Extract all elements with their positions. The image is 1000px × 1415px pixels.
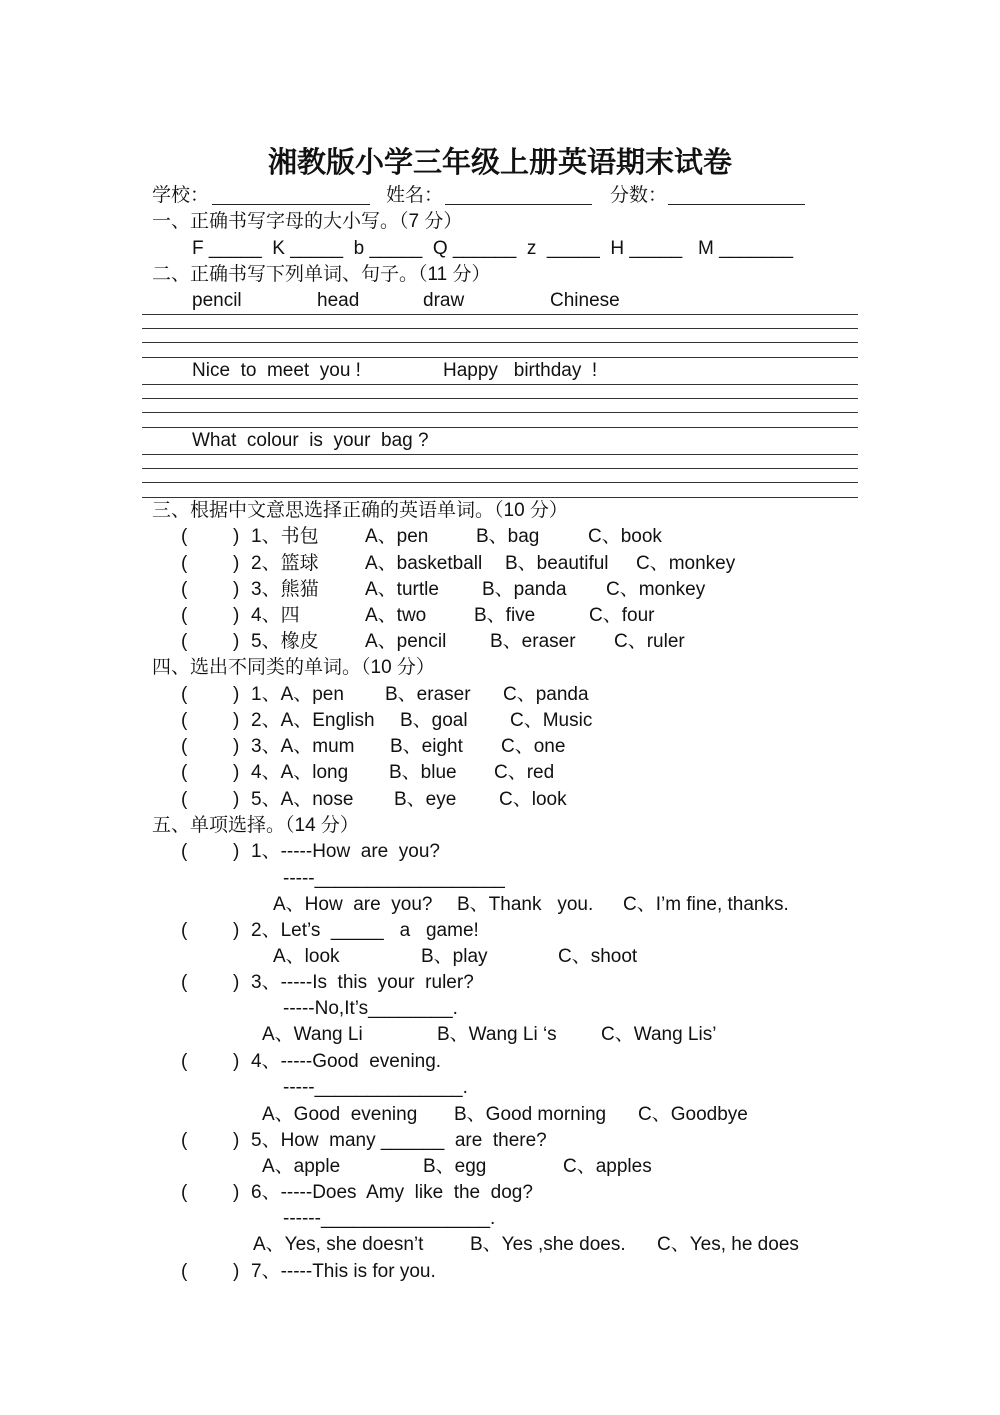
score-field[interactable] (668, 204, 805, 205)
option-b: B、Yes ,she does. (470, 1234, 626, 1255)
answer-paren-close[interactable]: ) (233, 684, 240, 705)
answer-paren-open[interactable]: ( (181, 526, 188, 547)
answer-paren-open[interactable]: ( (181, 736, 188, 757)
option-c: C、Yes, he does (657, 1234, 799, 1255)
answer-paren-open[interactable]: ( (181, 579, 188, 600)
page-title: 湘教版小学三年级上册英语期末试卷 (267, 145, 732, 179)
option-c: C、one (501, 736, 566, 757)
school-field[interactable] (212, 204, 370, 205)
question: 1、书包 (251, 526, 319, 547)
option-c: C、monkey (636, 553, 736, 574)
option-a: A、two (365, 605, 427, 626)
answer-paren-open[interactable]: ( (181, 710, 188, 731)
option-a: A、pencil (365, 631, 447, 652)
answer-paren-open[interactable]: ( (181, 1130, 188, 1151)
writing-line (142, 412, 858, 413)
word: head (317, 290, 360, 311)
option-a: A、Wang Li (262, 1024, 363, 1045)
writing-line (142, 398, 858, 399)
option-b: B、goal (400, 710, 468, 731)
option-c: C、panda (503, 684, 589, 705)
score-label: 分数： (610, 185, 668, 206)
question: 2、Let’s _____ a game! (251, 920, 479, 941)
option-c: C、look (499, 789, 567, 810)
option-a: A、apple (262, 1156, 341, 1177)
answer-paren-open[interactable]: ( (181, 605, 188, 626)
question: 5、How many ______ are there? (251, 1130, 547, 1151)
sentence: Happy birthday ! (443, 360, 598, 381)
word: draw (423, 290, 465, 311)
option-a: A、basketball (365, 553, 483, 574)
answer-paren-close[interactable]: ) (233, 762, 240, 783)
option-a: A、Yes, she doesn’t (253, 1234, 424, 1255)
writing-line (142, 454, 858, 455)
option-b: B、Wang Li ‘s (437, 1024, 557, 1045)
answer-paren-close[interactable]: ) (233, 841, 240, 862)
writing-line (142, 482, 858, 483)
sentence: Nice to meet you ! (192, 360, 361, 381)
letters-row: F _____ K _____ b _____ Q ______ z _____ H _____ M _______ (192, 238, 794, 259)
question: 1、-----How are you? (251, 841, 440, 862)
answer-paren-open[interactable]: ( (181, 553, 188, 574)
answer-paren-close[interactable]: ) (233, 631, 240, 652)
option-a: 2、A、English (251, 710, 375, 731)
word: pencil (192, 290, 242, 311)
option-c: C、red (494, 762, 555, 783)
answer-paren-close[interactable]: ) (233, 1261, 240, 1282)
answer-blank[interactable]: -----No,It’s________. (283, 998, 458, 1019)
option-c: C、I’m fine, thanks. (623, 894, 789, 915)
answer-paren-close[interactable]: ) (233, 1182, 240, 1203)
answer-paren-open[interactable]: ( (181, 1182, 188, 1203)
answer-paren-open[interactable]: ( (181, 789, 188, 810)
option-b: B、beautiful (505, 553, 609, 574)
option-a: A、pen (365, 526, 429, 547)
answer-paren-close[interactable]: ) (233, 1130, 240, 1151)
answer-paren-close[interactable]: ) (233, 553, 240, 574)
section-5-heading: 五、单项选择。（14 分） (152, 815, 359, 836)
answer-paren-close[interactable]: ) (233, 736, 240, 757)
writing-line (142, 342, 858, 343)
sentence: What colour is your bag ? (192, 430, 429, 451)
option-b: B、play (421, 946, 488, 967)
option-b: B、eye (394, 789, 457, 810)
question: 6、-----Does Amy like the dog? (251, 1182, 533, 1203)
option-a: 5、A、nose (251, 789, 354, 810)
answer-paren-open[interactable]: ( (181, 1051, 188, 1072)
option-a: A、look (273, 946, 340, 967)
answer-paren-open[interactable]: ( (181, 920, 188, 941)
option-c: C、Music (510, 710, 593, 731)
option-a: A、turtle (365, 579, 439, 600)
name-label: 姓名： (386, 185, 444, 206)
option-c: C、four (589, 605, 655, 626)
option-b: B、blue (389, 762, 457, 783)
answer-blank[interactable]: -----__________________ (283, 868, 505, 889)
answer-paren-open[interactable]: ( (181, 631, 188, 652)
option-c: C、shoot (558, 946, 638, 967)
answer-paren-open[interactable]: ( (181, 972, 188, 993)
answer-paren-open[interactable]: ( (181, 1261, 188, 1282)
option-a: 4、A、long (251, 762, 349, 783)
answer-paren-open[interactable]: ( (181, 684, 188, 705)
option-b: B、bag (476, 526, 540, 547)
option-b: B、Good morning (454, 1104, 607, 1125)
option-c: C、Goodbye (638, 1104, 748, 1125)
option-c: C、monkey (606, 579, 706, 600)
word: Chinese (550, 290, 620, 311)
section-4-heading: 四、选出不同类的单词。（10 分） (152, 657, 435, 678)
section-2-heading: 二、正确书写下列单词、句子。（11 分） (152, 264, 491, 285)
question: 2、篮球 (251, 553, 319, 574)
answer-paren-close[interactable]: ) (233, 710, 240, 731)
school-label: 学校： (152, 185, 210, 206)
option-a: 3、A、mum (251, 736, 355, 757)
option-b: B、egg (423, 1156, 487, 1177)
option-c: C、ruler (614, 631, 685, 652)
answer-paren-close[interactable]: ) (233, 526, 240, 547)
name-field[interactable] (445, 204, 592, 205)
option-a: A、Good evening (262, 1104, 418, 1125)
answer-paren-close[interactable]: ) (233, 789, 240, 810)
answer-paren-close[interactable]: ) (233, 1051, 240, 1072)
writing-line (142, 328, 858, 329)
writing-line (142, 314, 858, 315)
question: 4、-----Good evening. (251, 1051, 442, 1072)
option-b: B、panda (482, 579, 567, 600)
section-3-heading: 三、根据中文意思选择正确的英语单词。（10 分） (152, 500, 568, 521)
writing-line (142, 468, 858, 469)
answer-paren-open[interactable]: ( (181, 762, 188, 783)
option-b: B、eraser (490, 631, 576, 652)
option-b: B、eraser (385, 684, 471, 705)
option-a: 1、A、pen (251, 684, 344, 705)
option-b: B、Thank you. (457, 894, 594, 915)
answer-paren-close[interactable]: ) (233, 920, 240, 941)
question: 7、-----This is for you. (251, 1261, 436, 1282)
answer-paren-close[interactable]: ) (233, 972, 240, 993)
option-b: B、eight (390, 736, 463, 757)
section-1-heading: 一、正确书写字母的大小写。（7 分） (152, 211, 463, 232)
option-a: A、How are you? (273, 894, 433, 915)
writing-line (142, 384, 858, 385)
question: 4、四 (251, 605, 300, 626)
question: 5、橡皮 (251, 631, 319, 652)
answer-paren-close[interactable]: ) (233, 605, 240, 626)
answer-blank[interactable]: ------________________. (283, 1208, 496, 1229)
question: 3、熊猫 (251, 579, 319, 600)
option-b: B、five (474, 605, 536, 626)
question: 3、-----Is this your ruler? (251, 972, 474, 993)
option-c: C、apples (563, 1156, 652, 1177)
option-c: C、Wang Lis’ (601, 1024, 717, 1045)
answer-paren-open[interactable]: ( (181, 841, 188, 862)
answer-blank[interactable]: -----______________. (283, 1077, 468, 1098)
answer-paren-close[interactable]: ) (233, 579, 240, 600)
option-c: C、book (588, 526, 662, 547)
